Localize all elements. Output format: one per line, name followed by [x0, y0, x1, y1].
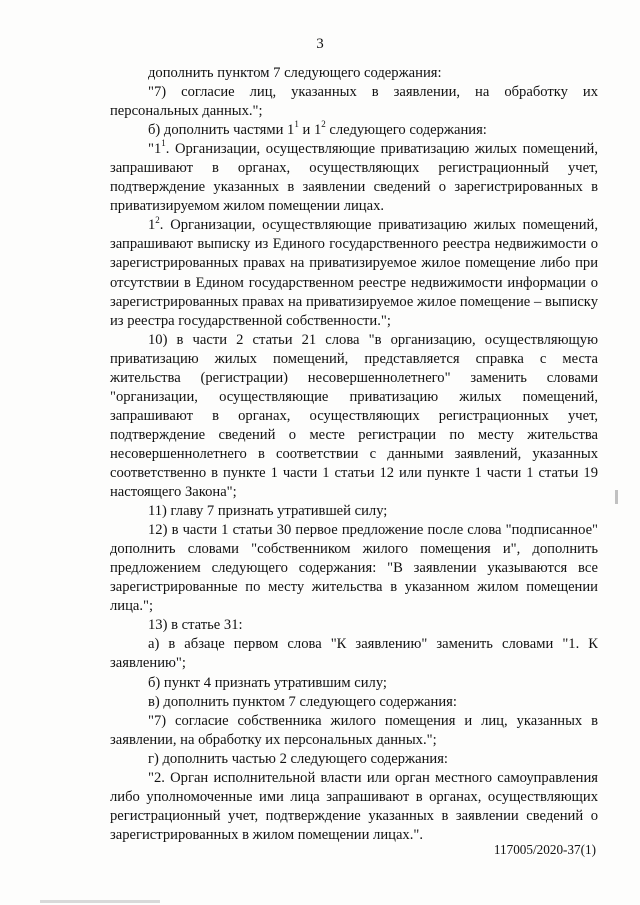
paragraph	[110, 331, 598, 502]
scan-artifact-bottom	[40, 900, 160, 903]
paragraph	[110, 140, 598, 216]
paragraph	[110, 64, 598, 83]
superscript: 2	[155, 214, 160, 225]
text-segment: г) дополнить частью 2 следующего содержания:	[148, 750, 448, 767]
text-segment: "2. Орган исполнительной власти или орган местного самоуправления либо уполномоченные ими лица запрашивают в органах, осуществляющих регистрационный учет, подтверждение указанных в заявлении сведений о зарегистрированных в жилом помещении лицах.".	[110, 769, 598, 843]
paragraph	[110, 635, 598, 673]
text-segment: "7) согласие собственника жилого помещения и лиц, указанных в заявлении, на обработку их персональных данных.";	[110, 712, 598, 748]
text-segment: в) дополнить пунктом 7 следующего содержания:	[148, 693, 457, 710]
paragraph	[110, 750, 598, 769]
text-segment: дополнить пунктом 7 следующего содержания:	[148, 65, 442, 81]
superscript: 1	[294, 119, 299, 130]
superscript: 1	[161, 138, 166, 149]
paragraph	[110, 712, 598, 750]
text-segment: б) дополнить частями 1	[148, 122, 295, 139]
paragraph	[110, 121, 598, 140]
text-segment: 10) в части 2 статьи 21 слова "в организацию, осуществляющую приватизацию жилых помещений, представляется справка с места жительства (регистрации) несовершеннолетнего" заменить словами "организации, осуществляющие приватизацию жилых помещений, запрашивают в органах, осуществляющих регистрационных учет, подтверждение сведений о месте регистрации по месту жительства несовершеннолетнего в соответствии с данными заявлений, указанных соответственно в пункте 1 части 1 статьи 12 или пункте 1 части 1 статьи 19 настоящего Закона";	[110, 331, 598, 501]
text-segment: 12) в части 1 статьи 30 первое предложение после слова "подписанное" дополнить словами "собственником жилого помещения и", дополнить предложением следующего содержания: "В заявлении указываются все зарегистрированные по месту жительства в указанном жилом помещении лица.";	[110, 522, 598, 615]
paragraph	[110, 521, 598, 616]
text-segment: и 1	[298, 122, 322, 139]
paragraph	[110, 83, 598, 121]
paragraph	[110, 216, 598, 330]
paragraph	[110, 769, 598, 845]
paragraph	[110, 674, 598, 693]
paragraph	[110, 616, 598, 635]
scan-artifact	[615, 490, 618, 504]
text-segment: 13) в статье 31:	[148, 617, 243, 634]
text-segment: "1	[148, 141, 162, 158]
text-segment: 11) главу 7 признать утратившей силу;	[148, 503, 388, 520]
text-segment: . Организации, осуществляющие приватизацию жилых помещений, запрашивают выписку из Единого государственного реестра недвижимости о зарегистрированных правах на приватизируемое жилое помещение либо при отсутствии в Едином государственном реестре недвижимости информации о зарегистрированных правах на приватизируемое жилое помещение – выписку из реестра государственной собственности.";	[110, 217, 598, 329]
superscript: 2	[321, 119, 326, 130]
document-body	[110, 64, 598, 845]
document-code: 117005/2020-37(1)	[493, 842, 596, 857]
text-segment: "7) согласие лиц, указанных в заявлении, на обработку их персональных данных.";	[110, 84, 598, 120]
text-segment: а) в абзаце первом слова "К заявлению" заменить словами "1. К заявлению";	[110, 636, 598, 672]
text-segment: следующего содержания:	[325, 122, 487, 139]
page-number: 3	[316, 36, 324, 52]
text-segment: . Организации, осуществляющие приватизацию жилых помещений, запрашивают в органах, осуществляющих регистрационный учет, подтверждение указанных в заявлении сведений о зарегистрированных в приватизируемом жилом помещении лицах.	[110, 141, 598, 215]
text-segment: 1	[148, 217, 156, 234]
paragraph	[110, 693, 598, 712]
paragraph	[110, 502, 598, 521]
text-segment: б) пункт 4 признать утратившим силу;	[148, 674, 387, 691]
